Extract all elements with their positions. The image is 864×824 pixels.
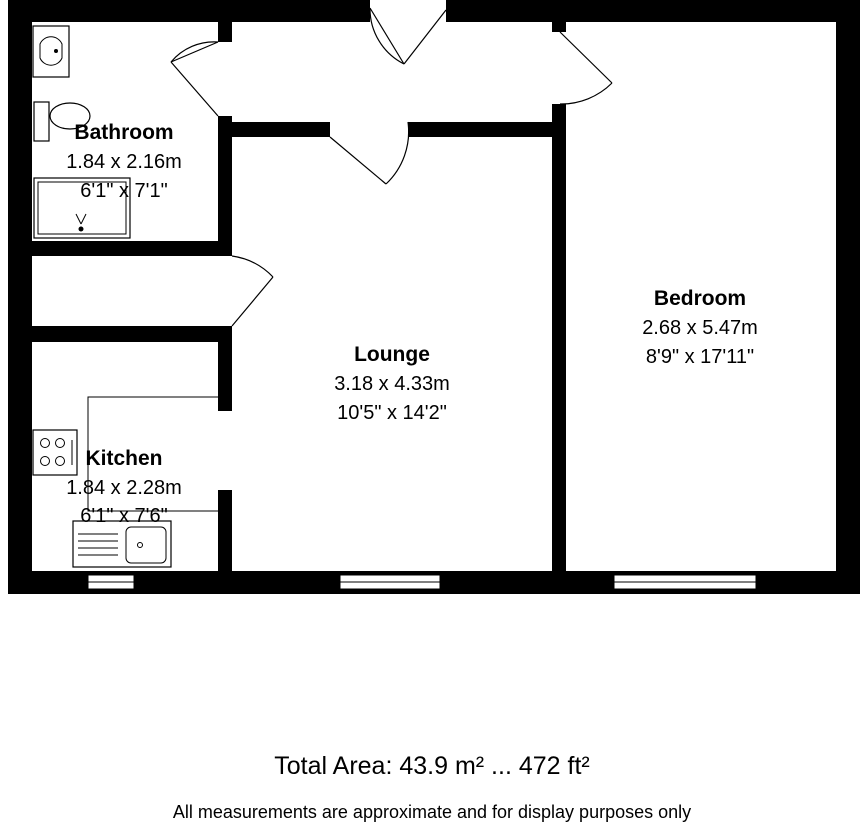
bathroom-metric: 1.84 x 2.16m	[66, 151, 182, 173]
disclaimer: All measurements are approximate and for display purposes only	[172, 802, 692, 822]
bathroom-name: Bathroom	[74, 121, 174, 144]
lounge-metric: 3.18 x 4.33m	[334, 373, 450, 395]
bathroom-label	[66, 121, 182, 202]
bedroom-name: Bedroom	[653, 287, 747, 310]
doors	[171, 8, 612, 326]
kitchen-label	[66, 447, 182, 527]
bedroom-label	[642, 287, 758, 368]
bedroom-imperial: 8'9" x 17'11"	[645, 346, 755, 368]
kitchen-metric: 1.84 x 2.28m	[66, 477, 182, 499]
bathroom-imperial: 6'1" x 7'1"	[80, 180, 168, 202]
lounge-name: Lounge	[354, 343, 430, 366]
washbasin-icon	[33, 26, 69, 77]
lounge-imperial: 10'5" x 14'2"	[337, 402, 447, 424]
sink-icon	[73, 521, 171, 567]
lounge-label	[334, 343, 450, 424]
total-area: Total Area: 43.9 m² ... 472 ft²	[274, 752, 590, 780]
hob-icon	[33, 430, 77, 475]
kitchen-name: Kitchen	[85, 447, 163, 470]
kitchen-imperial: 6'1" x 7'6"	[80, 505, 168, 527]
bedroom-metric: 2.68 x 5.47m	[642, 317, 758, 339]
